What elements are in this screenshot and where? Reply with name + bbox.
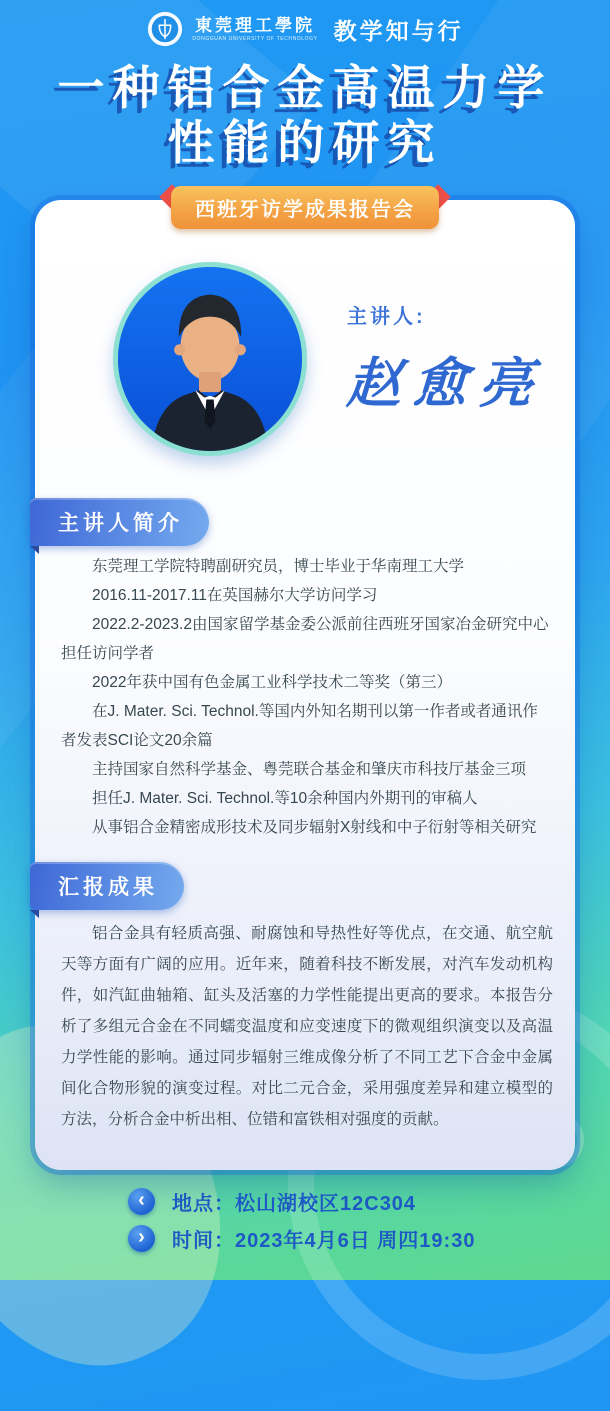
header bbox=[0, 10, 610, 48]
chevron-left-icon: ‹ bbox=[128, 1188, 155, 1215]
location-value: 松山湖校区12C304 bbox=[235, 1192, 417, 1215]
bio-item: 东莞理工学院特聘副研究员，博士毕业于华南理工大学 bbox=[92, 558, 465, 575]
poster-title-line2: 性能的研究 bbox=[167, 116, 443, 170]
poster-title-line1: 一种铝合金高温力学 bbox=[57, 61, 553, 114]
bio-item: 担任J. Mater. Sci. Technol.等10余种国内外期刊的审稿人 bbox=[92, 790, 478, 807]
slogan: 教学知与行 bbox=[333, 17, 464, 44]
chevron-right-icon: › bbox=[128, 1225, 155, 1252]
university-logo-icon bbox=[146, 10, 184, 48]
speaker-name: 赵愈亮 bbox=[345, 351, 547, 415]
location-label: 地点： bbox=[172, 1192, 235, 1215]
speaker-photo bbox=[113, 262, 307, 456]
logo-text bbox=[192, 17, 317, 42]
university-logo bbox=[146, 10, 317, 48]
footer-location-row bbox=[128, 1186, 475, 1216]
logo-name-cn: 東莞理工學院 bbox=[195, 15, 315, 35]
bio-item: 从事铝合金精密成形技术及同步辐射X射线和中子衍射等相关研究 bbox=[92, 819, 537, 836]
time-label: 时间： bbox=[172, 1229, 235, 1252]
bio-item: 2016.11-2017.11在英国赫尔大学访问学习 bbox=[92, 587, 378, 604]
speaker-block bbox=[347, 300, 545, 418]
bio-item: 主持国家自然科学基金、粤莞联合基金和肇庆市科技厅基金三项 bbox=[92, 761, 527, 778]
event-badge-wrap bbox=[171, 186, 439, 229]
poster-title bbox=[0, 60, 610, 171]
bio-item: 2022年获中国有色金属工业科学技术二等奖（第三） bbox=[92, 674, 452, 691]
bio-item: 在J. Mater. Sci. Technol.等国内外知名期刊以第一作者或者通讯作者发表SCI论文20余篇 bbox=[61, 703, 538, 749]
logo-name-en: DONGGUAN UNIVERSITY OF TECHNOLOGY bbox=[192, 35, 318, 42]
speaker-label: 主讲人: bbox=[347, 306, 426, 328]
report-paragraph: 铝合金具有轻质高强、耐腐蚀和导热性好等优点，在交通、航空航天等方面有广阔的应用。近年来，随着科技不断发展，对汽车发动机构件，如汽缸曲轴箱、缸头及活塞的力学性能提出更高的要求。本报告分析了多组元合金在不同蠕变温度和应变速度下的微观组织演变以及高温力学性能的影响。通过同步辐射三维成像分析了不同工艺下合金中金属间化合物形貌的演变过程。对比二元合金，采用强度差异和建立模型的方法，分析合金中析出相、位错和富铁相对强度的贡献。 bbox=[61, 925, 553, 1128]
event-badge: 西班牙访学成果报告会 bbox=[171, 186, 439, 229]
section-tab-report: 汇报成果 bbox=[30, 862, 184, 910]
speaker-bio bbox=[61, 552, 553, 842]
section-tab-intro: 主讲人简介 bbox=[30, 498, 209, 546]
location-text bbox=[172, 1187, 416, 1216]
footer-time-row bbox=[128, 1223, 475, 1253]
content-card bbox=[35, 200, 575, 1170]
person-portrait-icon bbox=[118, 267, 302, 451]
bio-item: 2022.2-2023.2由国家留学基金委公派前往西班牙国家冶金研究中心担任访问学者 bbox=[61, 616, 549, 662]
time-text bbox=[172, 1224, 475, 1253]
time-value: 2023年4月6日 周四19:30 bbox=[235, 1229, 476, 1252]
footer bbox=[128, 1186, 475, 1260]
